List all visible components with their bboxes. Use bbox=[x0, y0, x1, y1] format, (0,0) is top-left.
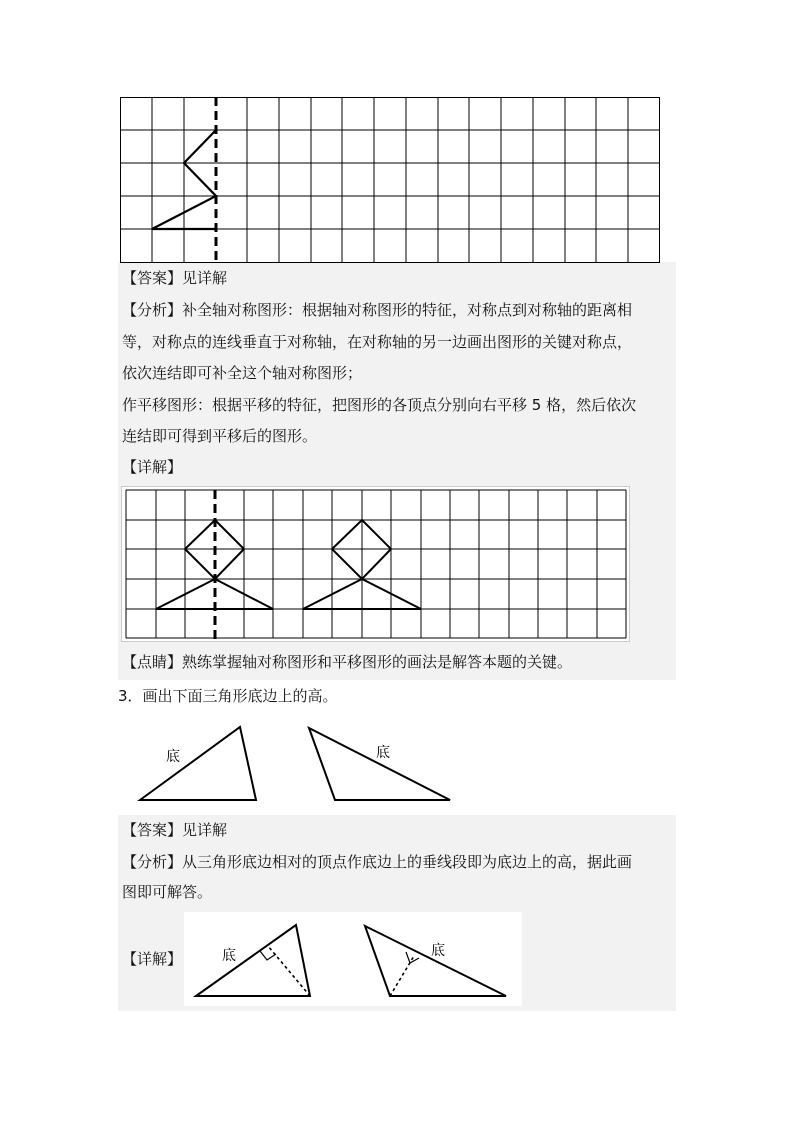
solution-triangles bbox=[184, 912, 522, 1006]
analysis2-line-1: 【分析】从三角形底边相对的顶点作底边上的垂线段即为底边上的高，据此画 bbox=[122, 853, 633, 871]
triangle-left bbox=[140, 727, 256, 800]
answer-line-2: 【答案】见详解 bbox=[122, 821, 228, 839]
detail-label-2: 【详解】 bbox=[122, 950, 183, 968]
question-triangles bbox=[130, 720, 470, 810]
analysis2-line-2: 图即可解答。 bbox=[122, 883, 213, 901]
triangle-right bbox=[309, 728, 450, 800]
solution-base-label-right: 底 bbox=[431, 943, 445, 959]
detail-label-1: 【详解】 bbox=[122, 458, 183, 476]
analysis-line-2: 等，对称点的连线垂直于对称轴，在对称轴的另一边画出图形的关键对称点， bbox=[122, 333, 633, 351]
analysis-line-1: 【分析】补全轴对称图形：根据轴对称图形的特征，对称点到对称轴的距离相 bbox=[122, 301, 633, 319]
analysis-line-5: 连结即可得到平移后的图形。 bbox=[122, 427, 318, 445]
grid-figure-solution bbox=[121, 486, 630, 642]
analysis-line-4: 作平移图形：根据平移的特征，把图形的各顶点分别向右平移 5 格，然后依次 bbox=[122, 396, 637, 414]
solution-base-label-left: 底 bbox=[222, 948, 236, 964]
base-label-left: 底 bbox=[166, 749, 180, 765]
answer-line-1: 【答案】见详解 bbox=[122, 269, 228, 287]
question-3-title: 3．画出下面三角形底边上的高。 bbox=[118, 687, 338, 705]
grid-figure-original bbox=[120, 97, 660, 263]
key-point: 【点睛】熟练掌握轴对称图形和平移图形的画法是解答本题的关键。 bbox=[122, 653, 573, 671]
analysis-line-3: 依次连结即可补全这个轴对称图形； bbox=[122, 364, 363, 382]
base-label-right: 底 bbox=[376, 745, 390, 761]
